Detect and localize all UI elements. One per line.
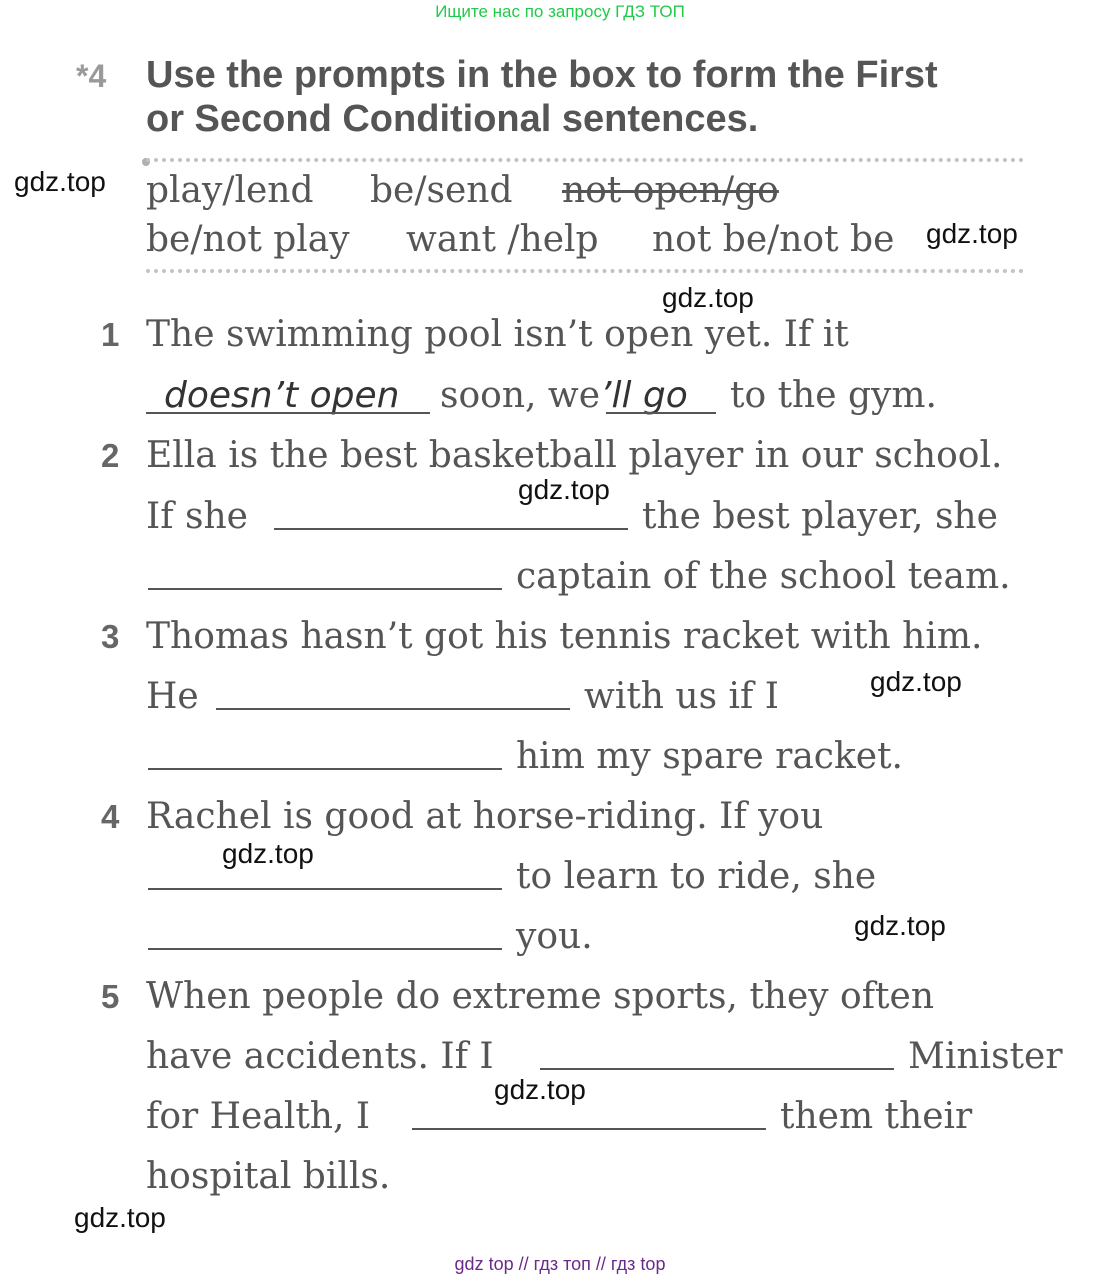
watermark: gdz.top: [662, 282, 754, 313]
item-3-line-3: him my spare racket.: [516, 736, 903, 777]
prompt-not-open-go: not open/go: [562, 170, 779, 211]
item-5-line-2b: Minister: [908, 1036, 1063, 1077]
prompt-play-lend: play/lend: [146, 170, 314, 211]
item-2-blank-1[interactable]: [274, 528, 628, 530]
item-3-line-2a: He: [146, 676, 199, 717]
prompt-not-be-not-be: not be/not be: [652, 219, 895, 260]
item-3-blank-2[interactable]: [148, 768, 502, 770]
item-number-5: 5: [101, 978, 120, 1015]
item-1-blank-2[interactable]: [606, 412, 716, 414]
watermark: gdz.top: [854, 910, 946, 941]
watermark: gdz.top: [14, 166, 106, 197]
watermark: gdz.top: [494, 1074, 586, 1105]
item-4-blank-1[interactable]: [148, 888, 502, 890]
item-5-line-1: When people do extreme sports, they often: [146, 976, 935, 1017]
prompt-be-not-play: be/not play: [146, 219, 350, 260]
item-2-line-2a: If she: [146, 496, 248, 537]
item-4-line-1: Rachel is good at horse-riding. If you: [146, 796, 824, 837]
watermark: gdz.top: [74, 1202, 166, 1233]
item-1-mid: soon, we: [440, 375, 601, 416]
item-number-1: 1: [101, 316, 120, 353]
item-number-3: 3: [101, 618, 120, 655]
item-2-line-2b: the best player, she: [642, 496, 998, 537]
instruction-line-1: Use the prompts in the box to form the First: [146, 54, 938, 96]
item-3-line-2b: with us if I: [584, 676, 780, 717]
item-1-answer-1: doesn’t open: [164, 375, 400, 416]
item-5-blank-2[interactable]: [412, 1128, 766, 1130]
item-4-line-2: to learn to ride, she: [516, 856, 877, 897]
watermark: gdz.top: [222, 838, 314, 869]
item-5-line-4: hospital bills.: [146, 1156, 391, 1197]
watermark: gdz.top: [926, 218, 1018, 249]
prompt-be-send: be/send: [370, 170, 513, 211]
top-banner[interactable]: Ищите нас по запросу ГДЗ ТОП: [435, 2, 685, 21]
box-top-border: [146, 158, 1024, 162]
item-5-line-3b: them their: [780, 1096, 973, 1137]
item-5-line-3a: for Health, I: [146, 1096, 371, 1137]
item-5-blank-1[interactable]: [540, 1068, 894, 1070]
item-5-line-2a: have accidents. If I: [146, 1036, 494, 1077]
instruction-line-2: or Second Conditional sentences.: [146, 98, 759, 140]
item-4-blank-2[interactable]: [148, 948, 502, 950]
item-1-end: to the gym.: [730, 375, 937, 416]
item-3-blank-1[interactable]: [216, 708, 570, 710]
item-number-2: 2: [101, 437, 120, 474]
item-1-answer-2: ’ll go: [600, 375, 688, 416]
item-number-4: 4: [101, 798, 120, 835]
prompt-want-help: want /help: [406, 219, 599, 260]
item-4-line-3: you.: [516, 916, 593, 957]
item-2-blank-2[interactable]: [148, 588, 502, 590]
box-bottom-border: [146, 269, 1024, 273]
footer-links[interactable]: gdz top // гдз топ // гдз top: [454, 1254, 666, 1274]
item-1-line-1: The swimming pool isn’t open yet. If it: [146, 314, 849, 355]
item-1-blank-1[interactable]: [146, 412, 430, 414]
exercise-number: *4: [76, 58, 107, 94]
item-2-line-3: captain of the school team.: [516, 556, 1011, 597]
watermark: gdz.top: [518, 474, 610, 505]
item-2-line-1: Ella is the best basketball player in our school.: [146, 435, 1003, 476]
watermark: gdz.top: [870, 666, 962, 697]
item-3-line-1: Thomas hasn’t got his tennis racket with him.: [146, 616, 983, 657]
